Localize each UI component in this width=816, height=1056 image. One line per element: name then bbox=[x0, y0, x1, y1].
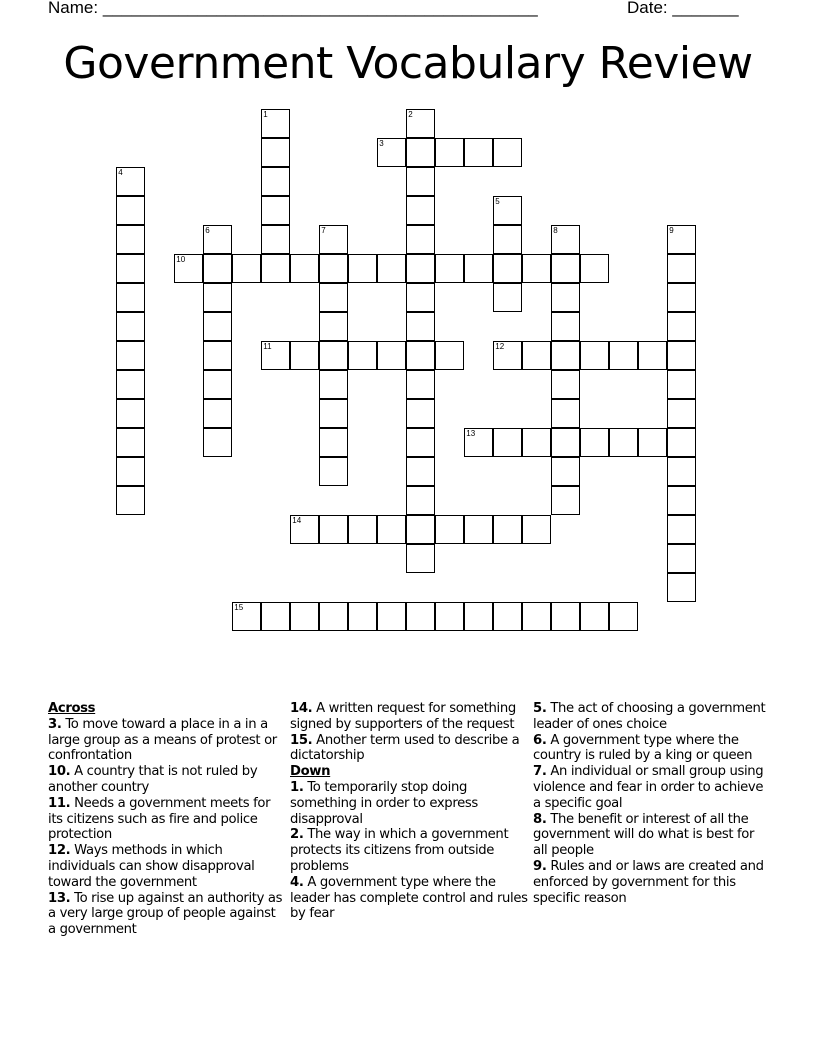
down-clue bbox=[290, 780, 528, 827]
clue-number: 12 bbox=[495, 342, 505, 352]
grid-cell[interactable] bbox=[493, 515, 522, 544]
grid-cell[interactable] bbox=[203, 254, 232, 283]
grid-cell[interactable] bbox=[319, 283, 348, 312]
grid-cell[interactable] bbox=[638, 428, 667, 457]
grid-cell[interactable] bbox=[551, 428, 580, 457]
grid-cell[interactable] bbox=[203, 312, 232, 341]
grid-cell[interactable] bbox=[667, 254, 696, 283]
grid-cell[interactable] bbox=[261, 196, 290, 225]
grid-cell[interactable] bbox=[667, 283, 696, 312]
clue-number: 5 bbox=[495, 197, 500, 207]
grid-cell[interactable] bbox=[116, 486, 145, 515]
clue-text: An individual or small group using violence and fear in order to achieve a specific goal bbox=[533, 764, 764, 811]
grid-cell[interactable] bbox=[667, 370, 696, 399]
grid-cell[interactable] bbox=[319, 428, 348, 457]
grid-cell[interactable] bbox=[464, 602, 493, 631]
clue-number: 8 bbox=[553, 226, 558, 236]
clue-number: 9 bbox=[669, 226, 674, 236]
grid-cell[interactable] bbox=[377, 602, 406, 631]
grid-cell[interactable] bbox=[290, 341, 319, 370]
grid-cell[interactable] bbox=[493, 341, 522, 370]
clue-text: To move toward a place in a in a large group as a means of protest or confrontation bbox=[48, 716, 277, 764]
grid-cell[interactable] bbox=[377, 254, 406, 283]
across-clue bbox=[290, 701, 528, 733]
grid-cell[interactable] bbox=[319, 602, 348, 631]
grid-cell[interactable] bbox=[116, 254, 145, 283]
down-clue bbox=[533, 701, 771, 733]
clue-text: A country that is not ruled by another country bbox=[48, 764, 258, 795]
grid-cell[interactable] bbox=[377, 138, 406, 167]
grid-cell[interactable] bbox=[667, 341, 696, 370]
clue-num: 2. bbox=[290, 827, 304, 843]
grid-cell[interactable] bbox=[116, 196, 145, 225]
clue-text: To rise up against an authority as a very large group of people against a government bbox=[48, 890, 283, 938]
grid-cell[interactable] bbox=[522, 341, 551, 370]
grid-cell[interactable] bbox=[667, 486, 696, 515]
clue-text: The way in which a government protects its citizens from outside problems bbox=[290, 827, 509, 874]
down-heading: Down bbox=[290, 764, 331, 780]
down-clue bbox=[533, 733, 771, 765]
clue-text: The act of choosing a government leader of ones choice bbox=[533, 701, 766, 732]
grid-cell[interactable] bbox=[551, 457, 580, 486]
grid-cell[interactable] bbox=[406, 486, 435, 515]
grid-cell[interactable] bbox=[203, 428, 232, 457]
across-heading: Across bbox=[48, 701, 96, 716]
clue-number: 4 bbox=[118, 168, 123, 178]
grid-cell[interactable] bbox=[464, 138, 493, 167]
grid-cell[interactable] bbox=[406, 109, 435, 138]
down-clue bbox=[290, 827, 528, 874]
grid-cell[interactable] bbox=[580, 254, 609, 283]
grid-cell[interactable] bbox=[261, 341, 290, 370]
grid-cell[interactable] bbox=[406, 167, 435, 196]
grid-cell[interactable] bbox=[522, 602, 551, 631]
grid-cell[interactable] bbox=[406, 370, 435, 399]
grid-cell[interactable] bbox=[522, 428, 551, 457]
grid-cell[interactable] bbox=[203, 399, 232, 428]
clue-text: Ways methods in which individuals can show disapproval toward the government bbox=[48, 843, 255, 890]
across-clue bbox=[48, 796, 286, 843]
clue-num: 10. bbox=[48, 764, 71, 780]
grid-cell[interactable] bbox=[348, 341, 377, 370]
grid-cell[interactable] bbox=[116, 399, 145, 428]
across-clue bbox=[290, 733, 528, 765]
grid-cell[interactable] bbox=[493, 138, 522, 167]
grid-cell[interactable] bbox=[667, 428, 696, 457]
grid-cell[interactable] bbox=[261, 138, 290, 167]
grid-cell[interactable] bbox=[551, 341, 580, 370]
grid-cell[interactable] bbox=[522, 254, 551, 283]
grid-cell[interactable] bbox=[551, 399, 580, 428]
grid-cell[interactable] bbox=[580, 341, 609, 370]
clue-num: 11. bbox=[48, 795, 71, 811]
clue-number: 15 bbox=[234, 603, 244, 613]
grid-cell[interactable] bbox=[319, 254, 348, 283]
grid-cell[interactable] bbox=[319, 457, 348, 486]
grid-cell[interactable] bbox=[667, 544, 696, 573]
name-blank: ______________________________________________ bbox=[102, 0, 538, 17]
grid-cell[interactable] bbox=[116, 312, 145, 341]
grid-cell[interactable] bbox=[667, 225, 696, 254]
page-title: Government Vocabulary Review bbox=[63, 38, 753, 89]
clue-num: 15. bbox=[290, 732, 313, 748]
grid-cell[interactable] bbox=[232, 602, 261, 631]
grid-cell[interactable] bbox=[116, 283, 145, 312]
grid-cell[interactable] bbox=[609, 341, 638, 370]
clues-column-2 bbox=[290, 701, 528, 922]
grid-cell[interactable] bbox=[551, 283, 580, 312]
grid-cell[interactable] bbox=[493, 283, 522, 312]
clue-num: 13. bbox=[48, 890, 71, 906]
grid-cell[interactable] bbox=[116, 370, 145, 399]
clue-text: A government type where the leader has complete control and rules by fear bbox=[290, 874, 528, 922]
grid-cell[interactable] bbox=[406, 544, 435, 573]
grid-cell[interactable] bbox=[667, 515, 696, 544]
grid-cell[interactable] bbox=[609, 428, 638, 457]
grid-cell[interactable] bbox=[261, 167, 290, 196]
grid-cell[interactable] bbox=[464, 428, 493, 457]
clue-text: A written request for something signed by supporters of the request bbox=[290, 701, 516, 732]
clue-text: To temporarily stop doing something in order to express disapproval bbox=[290, 779, 478, 827]
grid-cell[interactable] bbox=[319, 515, 348, 544]
clue-num: 5. bbox=[533, 701, 547, 716]
clue-num: 4. bbox=[290, 874, 304, 890]
grid-cell[interactable] bbox=[377, 341, 406, 370]
clue-number: 14 bbox=[292, 516, 302, 526]
grid-cell[interactable] bbox=[116, 428, 145, 457]
grid-cell[interactable] bbox=[232, 254, 261, 283]
clue-text: Needs a government meets for its citizens such as fire and police protection bbox=[48, 795, 271, 843]
grid-cell[interactable] bbox=[667, 573, 696, 602]
grid-cell[interactable] bbox=[435, 602, 464, 631]
clue-number: 11 bbox=[263, 342, 272, 352]
grid-cell[interactable] bbox=[406, 312, 435, 341]
date-label: Date: bbox=[627, 0, 668, 17]
grid-cell[interactable] bbox=[522, 515, 551, 544]
clue-number: 13 bbox=[466, 429, 476, 439]
grid-cell[interactable] bbox=[290, 254, 319, 283]
clue-num: 14. bbox=[290, 701, 313, 716]
down-clue bbox=[533, 859, 771, 906]
clue-num: 12. bbox=[48, 843, 71, 859]
grid-cell[interactable] bbox=[116, 225, 145, 254]
grid-cell[interactable] bbox=[580, 428, 609, 457]
grid-cell[interactable] bbox=[203, 283, 232, 312]
grid-cell[interactable] bbox=[290, 515, 319, 544]
grid-cell[interactable] bbox=[667, 399, 696, 428]
grid-cell[interactable] bbox=[116, 167, 145, 196]
clue-num: 3. bbox=[48, 716, 62, 732]
grid-cell[interactable] bbox=[493, 254, 522, 283]
grid-cell[interactable] bbox=[406, 341, 435, 370]
clue-text: Another term used to describe a dictatorship bbox=[290, 732, 520, 764]
grid-cell[interactable] bbox=[551, 486, 580, 515]
clue-number: 3 bbox=[379, 139, 384, 149]
grid-cell[interactable] bbox=[406, 399, 435, 428]
grid-cell[interactable] bbox=[406, 457, 435, 486]
grid-cell[interactable] bbox=[493, 428, 522, 457]
grid-cell[interactable] bbox=[319, 312, 348, 341]
grid-cell[interactable] bbox=[319, 341, 348, 370]
grid-cell[interactable] bbox=[319, 225, 348, 254]
grid-cell[interactable] bbox=[406, 428, 435, 457]
grid-cell[interactable] bbox=[551, 312, 580, 341]
grid-cell[interactable] bbox=[261, 109, 290, 138]
grid-cell[interactable] bbox=[551, 370, 580, 399]
grid-cell[interactable] bbox=[290, 602, 319, 631]
grid-cell[interactable] bbox=[464, 254, 493, 283]
clue-text: Rules and or laws are created and enforced by government for this specific reason bbox=[533, 858, 764, 906]
grid-cell[interactable] bbox=[406, 254, 435, 283]
grid-cell[interactable] bbox=[348, 602, 377, 631]
grid-cell[interactable] bbox=[551, 602, 580, 631]
grid-cell[interactable] bbox=[435, 341, 464, 370]
grid-cell[interactable] bbox=[435, 254, 464, 283]
grid-cell[interactable] bbox=[116, 457, 145, 486]
grid-cell[interactable] bbox=[261, 602, 290, 631]
name-label: Name: bbox=[48, 0, 99, 17]
grid-cell[interactable] bbox=[551, 254, 580, 283]
grid-cell[interactable] bbox=[493, 196, 522, 225]
clue-num: 9. bbox=[533, 858, 547, 874]
clues-column-3 bbox=[533, 701, 771, 906]
grid-cell[interactable] bbox=[319, 370, 348, 399]
grid-cell[interactable] bbox=[406, 196, 435, 225]
grid-cell[interactable] bbox=[261, 254, 290, 283]
grid-cell[interactable] bbox=[667, 312, 696, 341]
clue-text: A government type where the country is ruled by a king or queen bbox=[533, 732, 753, 764]
grid-cell[interactable] bbox=[406, 283, 435, 312]
grid-cell[interactable] bbox=[174, 254, 203, 283]
clue-num: 8. bbox=[533, 811, 547, 827]
grid-cell[interactable] bbox=[203, 370, 232, 399]
grid-cell[interactable] bbox=[551, 225, 580, 254]
across-clue bbox=[48, 764, 286, 796]
clues-column-1 bbox=[48, 701, 286, 938]
clue-number: 7 bbox=[321, 226, 326, 236]
grid-cell[interactable] bbox=[406, 515, 435, 544]
clue-text: The benefit or interest of all the government will do what is best for all people bbox=[533, 811, 755, 859]
clue-number: 10 bbox=[176, 255, 186, 265]
grid-cell[interactable] bbox=[464, 515, 493, 544]
down-clue bbox=[290, 875, 528, 922]
clue-num: 1. bbox=[290, 779, 304, 795]
grid-cell[interactable] bbox=[609, 602, 638, 631]
clue-number: 2 bbox=[408, 110, 413, 120]
grid-cell[interactable] bbox=[406, 138, 435, 167]
grid-cell[interactable] bbox=[203, 341, 232, 370]
grid-cell[interactable] bbox=[406, 602, 435, 631]
grid-cell[interactable] bbox=[203, 225, 232, 254]
clue-number: 6 bbox=[205, 226, 210, 236]
down-clue bbox=[533, 764, 771, 811]
grid-cell[interactable] bbox=[116, 341, 145, 370]
grid-cell[interactable] bbox=[493, 602, 522, 631]
grid-cell[interactable] bbox=[261, 225, 290, 254]
grid-cell[interactable] bbox=[435, 515, 464, 544]
clue-number: 1 bbox=[263, 110, 268, 120]
grid-cell[interactable] bbox=[638, 341, 667, 370]
grid-cell[interactable] bbox=[580, 602, 609, 631]
grid-cell[interactable] bbox=[435, 138, 464, 167]
grid-cell[interactable] bbox=[493, 225, 522, 254]
clue-num: 7. bbox=[533, 764, 547, 780]
grid-cell[interactable] bbox=[319, 399, 348, 428]
across-clue bbox=[48, 891, 286, 938]
down-clue bbox=[533, 812, 771, 859]
grid-cell[interactable] bbox=[667, 457, 696, 486]
grid-cell[interactable] bbox=[348, 254, 377, 283]
across-clue bbox=[48, 717, 286, 764]
grid-cell[interactable] bbox=[377, 515, 406, 544]
clue-num: 6. bbox=[533, 732, 547, 748]
across-clue bbox=[48, 843, 286, 890]
grid-cell[interactable] bbox=[348, 515, 377, 544]
date-blank: _______ bbox=[672, 0, 739, 17]
grid-cell[interactable] bbox=[406, 225, 435, 254]
